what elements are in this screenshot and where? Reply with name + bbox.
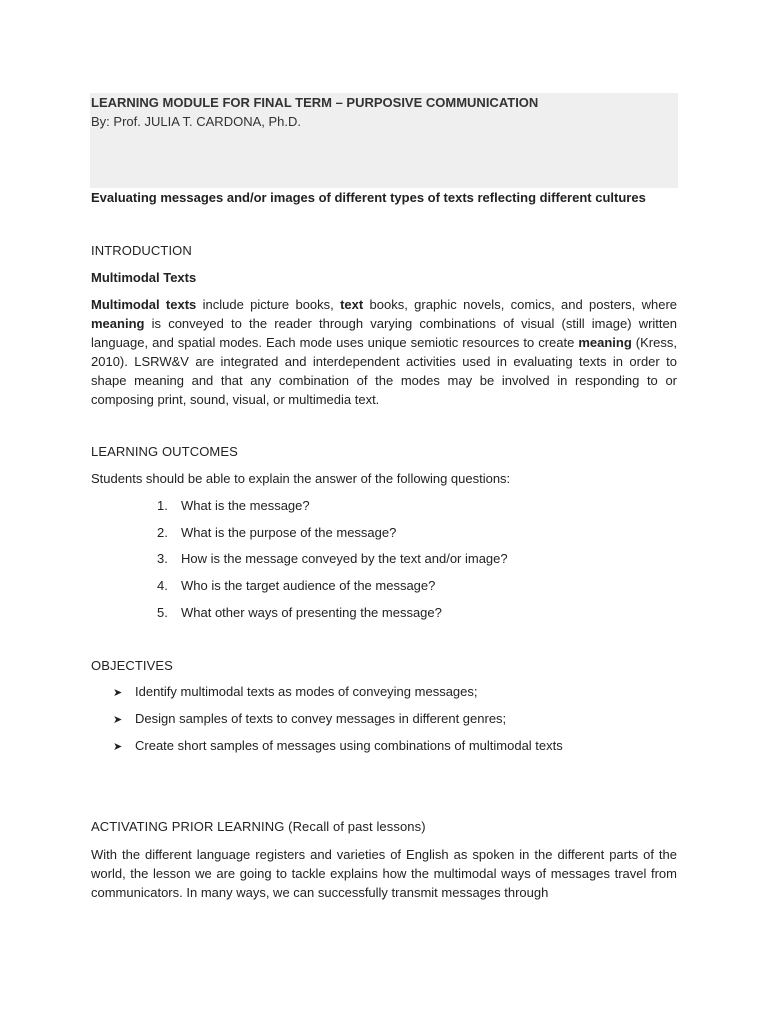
multimodal-texts-subheading: Multimodal Texts: [91, 270, 197, 285]
list-item: 4. Who is the target audience of the message?: [157, 578, 436, 593]
list-item: ➤ Identify multimodal texts as modes of conveying messages;: [113, 684, 478, 699]
arrow-bullet-icon: ➤: [113, 741, 123, 753]
term-meaning: meaning: [91, 316, 145, 331]
term-meaning-2: meaning: [578, 335, 632, 350]
list-item: 2. What is the purpose of the message?: [157, 525, 397, 540]
list-item: 1. What is the message?: [157, 498, 310, 513]
arrow-bullet-icon: ➤: [113, 687, 123, 699]
objectives-heading: OBJECTIVES: [91, 658, 173, 673]
introduction-heading: INTRODUCTION: [91, 243, 192, 258]
module-title: LEARNING MODULE FOR FINAL TERM – PURPOSIVE COMMUNICATION: [91, 95, 539, 110]
lesson-subject: Evaluating messages and/or images of different types of texts reflecting different cultures: [91, 190, 646, 205]
arrow-bullet-icon: ➤: [113, 714, 123, 726]
prior-learning-paragraph: With the different language registers and varieties of English as spoken in the different parts of the world, the lesson we are going to tackle explains how the multimodal ways of messages travel from communicators. In many ways, we can successfully transmit messages through: [91, 847, 677, 900]
term-multimodal-texts: Multimodal texts: [91, 297, 197, 312]
learning-outcomes-lead: Students should be able to explain the answer of the following questions:: [91, 471, 511, 486]
introduction-paragraph: Multimodal texts include picture books, text books, graphic novels, comics, and posters, where meaning is conveyed to the reader through varying combinations of visual (still image) written language, and spatial modes. Each mode uses unique semiotic resources to create meaning (Kress, 2010). LSRW&V are integrated and interdependent activities used in evaluating texts in order to shape meaning and that any combination of the modes may be involved in responding to or composing print, sound, visual, or multimedia text.: [91, 297, 677, 407]
learning-outcomes-heading: LEARNING OUTCOMES: [91, 444, 238, 459]
module-author: By: Prof. JULIA T. CARDONA, Ph.D.: [91, 114, 301, 129]
list-item: 3. How is the message conveyed by the text and/or image?: [157, 551, 508, 566]
list-item: ➤ Design samples of texts to convey messages in different genres;: [113, 711, 507, 726]
list-item: 5. What other ways of presenting the message?: [157, 605, 442, 620]
prior-learning-heading: ACTIVATING PRIOR LEARNING (Recall of past lessons): [91, 819, 426, 834]
list-item: ➤ Create short samples of messages using combinations of multimodal texts: [113, 738, 563, 753]
term-text: text: [340, 297, 364, 312]
